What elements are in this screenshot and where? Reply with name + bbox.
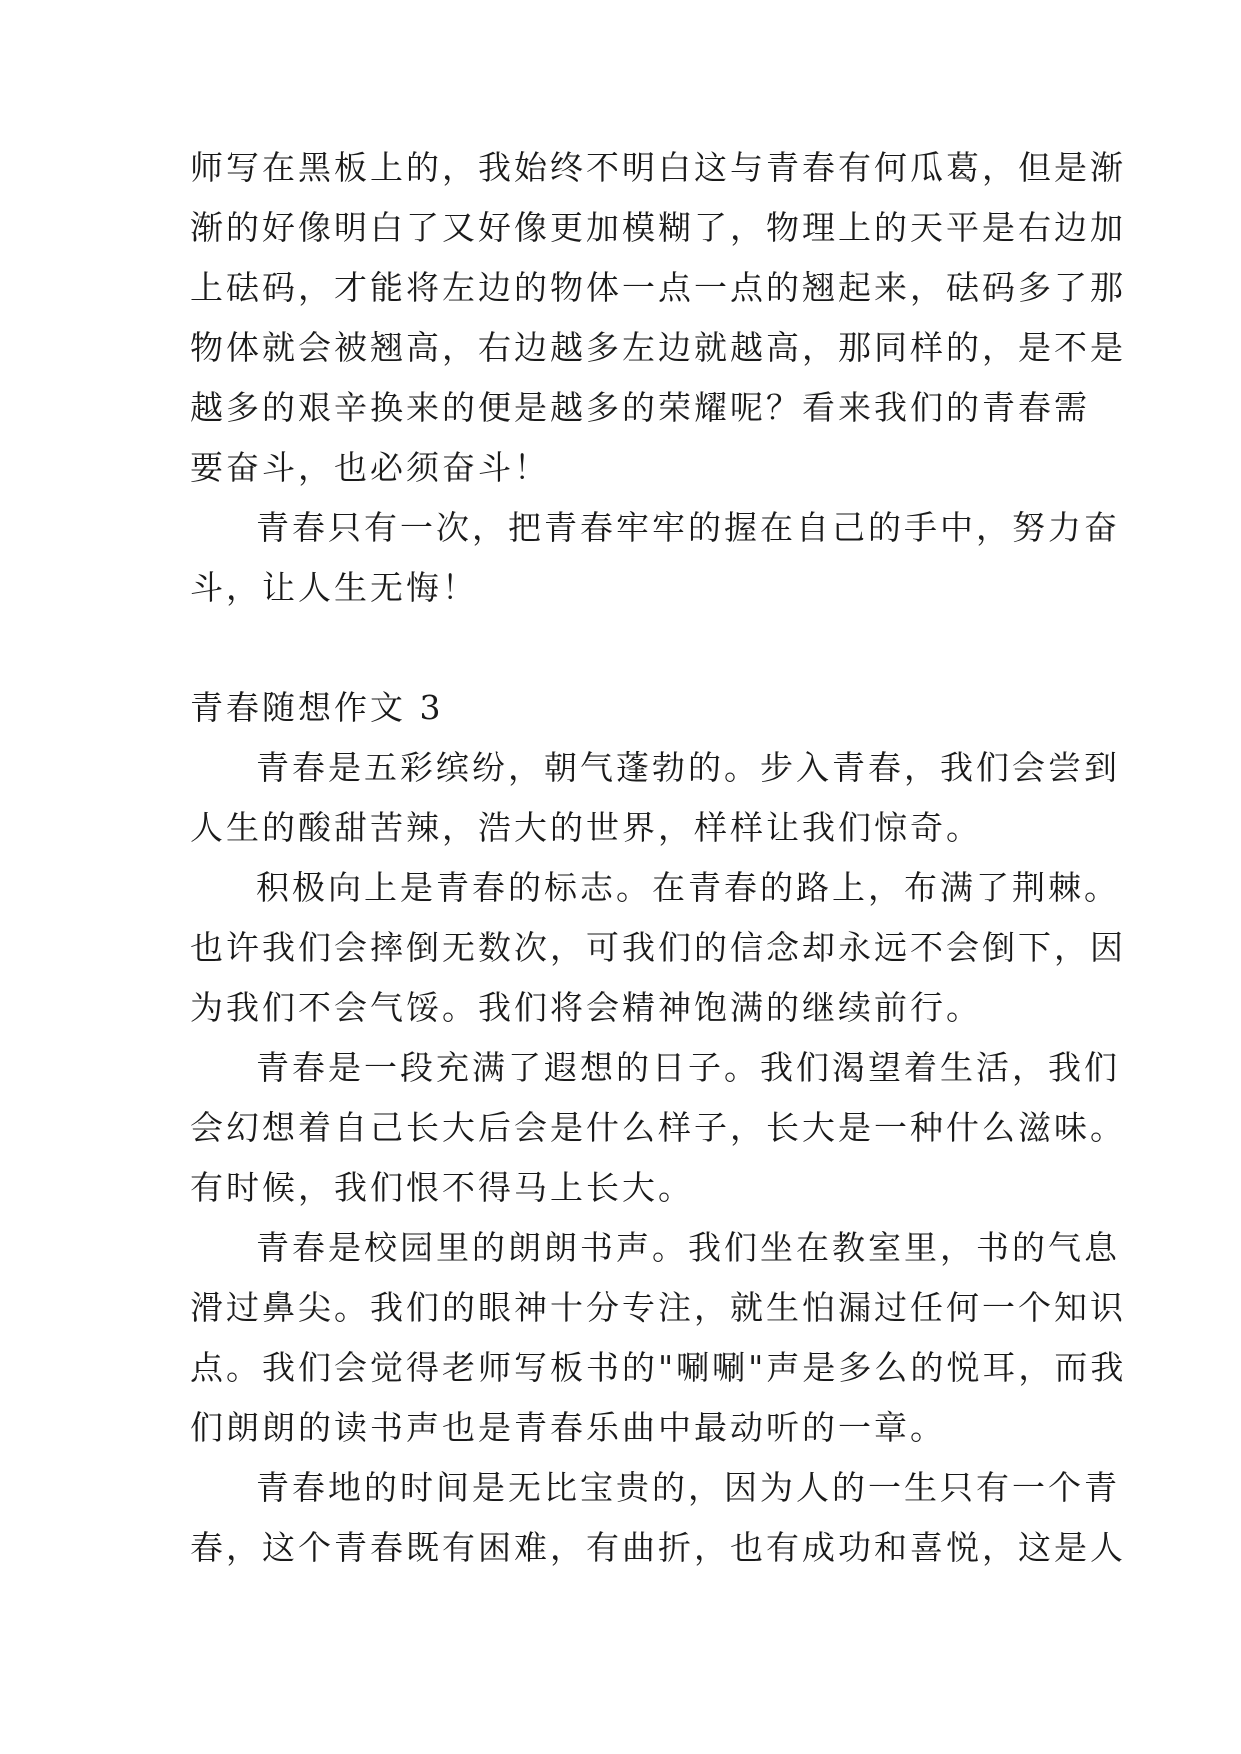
text-line: 越多的艰辛换来的便是越多的荣耀呢？看来我们的青春需 bbox=[190, 388, 1090, 427]
text-line: 积极向上是青春的标志。在青春的路上，布满了荆棘。 bbox=[256, 868, 1120, 907]
text-line: 青春地的时间是无比宝贵的，因为人的一生只有一个青 bbox=[256, 1468, 1120, 1507]
text-line: 滑过鼻尖。我们的眼神十分专注，就生怕漏过任何一个知识 bbox=[190, 1288, 1126, 1327]
text-line: 点。我们会觉得老师写板书的"唰唰"声是多么的悦耳，而我 bbox=[190, 1348, 1127, 1387]
section-heading: 青春随想作文 3 bbox=[190, 688, 444, 727]
text-line: 渐的好像明白了又好像更加模糊了，物理上的天平是右边加 bbox=[190, 208, 1126, 247]
text-line: 物体就会被翘高，右边越多左边就越高，那同样的，是不是 bbox=[190, 328, 1126, 367]
text-line: 青春是一段充满了遐想的日子。我们渴望着生活，我们 bbox=[256, 1048, 1120, 1087]
text-line: 春，这个青春既有困难，有曲折，也有成功和喜悦，这是人 bbox=[190, 1528, 1126, 1567]
text-line: 有时候，我们恨不得马上长大。 bbox=[190, 1168, 694, 1207]
text-line: 要奋斗，也必须奋斗！ bbox=[190, 448, 550, 487]
text-line: 青春是五彩缤纷，朝气蓬勃的。步入青春，我们会尝到 bbox=[256, 748, 1120, 787]
text-line: 们朗朗的读书声也是青春乐曲中最动听的一章。 bbox=[190, 1408, 946, 1447]
text-line: 也许我们会摔倒无数次，可我们的信念却永远不会倒下，因 bbox=[190, 928, 1126, 967]
text-line: 师写在黑板上的，我始终不明白这与青春有何瓜葛，但是渐 bbox=[190, 148, 1126, 187]
text-line: 青春是校园里的朗朗书声。我们坐在教室里，书的气息 bbox=[256, 1228, 1120, 1267]
text-line: 青春只有一次，把青春牢牢的握在自己的手中，努力奋 bbox=[256, 508, 1120, 547]
text-line: 为我们不会气馁。我们将会精神饱满的继续前行。 bbox=[190, 988, 982, 1027]
text-line: 斗，让人生无悔！ bbox=[190, 568, 478, 607]
text-line: 会幻想着自己长大后会是什么样子，长大是一种什么滋味。 bbox=[190, 1108, 1126, 1147]
text-line: 上砝码，才能将左边的物体一点一点的翘起来，砝码多了那 bbox=[190, 268, 1126, 307]
text-line: 人生的酸甜苦辣，浩大的世界，样样让我们惊奇。 bbox=[190, 808, 982, 847]
